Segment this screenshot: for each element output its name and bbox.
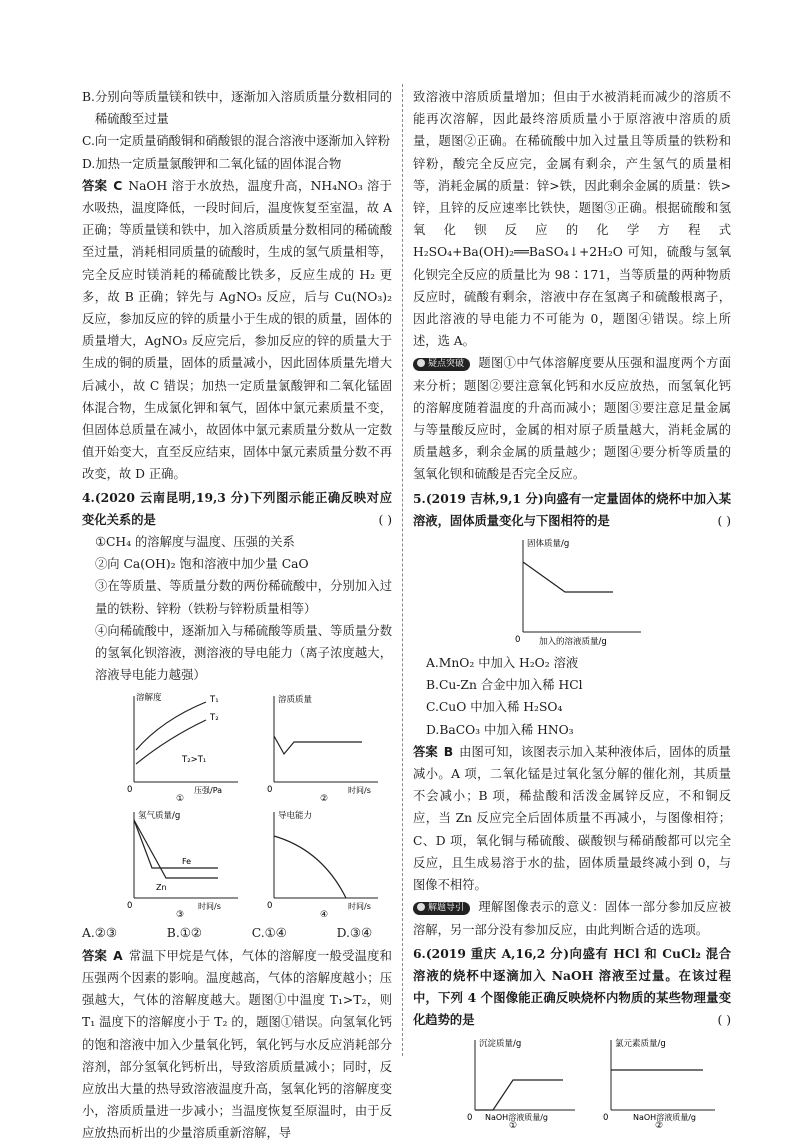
q5-graph-origin: 0 (515, 635, 521, 646)
answer-letter: B (443, 744, 454, 759)
graph-1-t2: T₂ (210, 713, 219, 724)
q4-item-2: ②向 Ca(OH)₂ 饱和溶液中加少量 CaO (95, 557, 309, 572)
q6-graph-2-ylabel: 氯元素质量/g (615, 1038, 666, 1049)
graph-4-number: ④ (320, 910, 329, 919)
q4-option-c[interactable]: C.①④ (251, 926, 287, 941)
q6-graph-1-origin: 0 (467, 1112, 473, 1123)
graph-1-t1: T₁ (210, 695, 219, 706)
q5-stem-text: 5.(2019 吉林,9,1 分)向盛有一定量固体的烧杯中加入某溶液，固体质量变化与下图相符的是 (413, 490, 731, 528)
graph-3-fe: Fe (182, 857, 192, 867)
q3-explanation: NaOH 溶于水放热，温度升高，NH₄NO₃ 溶于水吸热，温度降低，一段时间后，温度恢复至室温，故 A 正确；等质量镁和铁中，加入溶质质量分数相同的稀硫酸至过量，消耗相同质量的硫酸时，生成的氢气质量相等，完全反应时镁消耗的稀硫酸比铁多，反应生成的 H₂ 更多，故 B 正确；锌先与 AgNO₃ 反应，后与 Cu(NO₃)₂ 反应，参加反应的锌的质量小于生成的银的质量，固体的质量增大，AgNO₃ 反应完后，参加反应的锌的质量大于生成的铜的质量，固体的质量减小，因此固体质量先增大后减小，故 C 错误；加热一定质量氯酸钾和二氧化锰固体混合物，生成氯化钾和氧气，固体中氯元素质量不变，但固体总质量在减小，故固体中氯元素质量分数从一定数值开始变大，直至反应结束，固体中氯元素质量分数不再改变，故 D 正确。 (82, 178, 392, 482)
q5-option-b[interactable]: B.Cu-Zn 合金中加入稀 HCl (426, 678, 583, 693)
q5-option-c[interactable]: C.CuO 中加入稀 H₂SO₄ (426, 700, 563, 715)
q4-item-3: ③在等质量、等质量分数的两份稀硫酸中，分别加入过量的铁粉、锌粉（铁粉与锌粉质量相等） (95, 579, 392, 616)
graph-1-origin: 0 (127, 785, 133, 796)
tip-icon (417, 903, 425, 911)
q4-stem (82, 487, 392, 531)
q4-explanation-continued: 致溶液中溶质质量增加；但由于水被消耗而减少的溶质不能再次溶解，因此最终溶质质量小于原溶液中溶质的质量，题图②正确。在稀硫酸中加入过量且等质量的铁粉和锌粉，酸完全反应完，金属有剩余，产生氢气的质量相等，消耗金属的质量：锌>铁，因此剩余金属的质量：铁>锌，且锌的反应速率比铁快，题图③正确。根据硫酸和氢氧化钡反应的化学方程式 H₂SO₄+Ba(OH)₂══BaSO₄↓+2H₂O 可知，硫酸与氢氧化钡完全反应的质量比为 98∶171，当等质量的两种物质反应时，硫酸有剩余，溶液中存在氢离子和硫酸根离子，因此溶液的导电能力不可能为 0，题图④错误。综上所述，选 A。 (413, 90, 731, 349)
q5-answer-bracket: ( ) (717, 513, 731, 528)
answer-letter: C (113, 178, 123, 193)
graph-4-origin: 0 (267, 901, 273, 912)
column-divider (402, 84, 403, 1056)
graph-3-zn: Zn (156, 883, 167, 893)
q5-graph-solid-mass (509, 534, 649, 650)
tip-icon (417, 359, 425, 367)
q3-option-c: C.向一定质量硝酸铜和硝酸银的混合溶液中逐渐加入锌粉 (82, 134, 391, 149)
q4-option-a[interactable]: A.②③ (82, 926, 117, 941)
graph-3-xlabel: 时间/s (198, 902, 221, 912)
q6-answer-bracket: ( ) (717, 1013, 731, 1028)
q5-graph-container (413, 534, 731, 650)
q6-graph-2-origin: 0 (603, 1112, 609, 1123)
q5-stem (413, 488, 731, 532)
graph-4-xlabel: 时间/s (348, 902, 371, 912)
q4-item-4: ④向稀硫酸中，逐渐加入与稀硫酸等质量、等质量分数的氢氧化钡溶液，测溶液的导电能力（离子浓度越大，溶液导电能力越强） (95, 623, 392, 683)
answer-letter: A (113, 948, 123, 963)
graph-4-conductivity (262, 806, 384, 918)
graph-1-condition: T₂>T₁ (182, 755, 207, 766)
tip-2-text: 理解图像表示的意义：固体一部分参加反应被溶解，另一部分没有参加反应，由此判断合适的选项。 (413, 900, 731, 937)
graph-2-solute-mass (262, 690, 384, 802)
answer-label: 答案 (82, 178, 108, 193)
q3-option-d: D.加热一定质量氯酸钾和二氧化锰的固体混合物 (82, 156, 342, 171)
tip-tag-doubt: 疑点突破 (413, 358, 470, 371)
q5-option-a[interactable]: A.MnO₂ 中加入 H₂O₂ 溶液 (426, 656, 579, 671)
q5-graph-ylabel: 固体质量/g (527, 539, 570, 550)
q4-graphs (82, 688, 392, 920)
tip-doubt-breakthrough (413, 352, 731, 485)
graph-4-ylabel: 导电能力 (278, 811, 313, 822)
q5-explanation: 由图可知，该图表示加入某种液体后，固体的质量减小。A 项，二氧化锰是过氧化氢分解的催化剂，其质量不会减小；B 项，稀盐酸和活泼金属锌反应，不和铜反应，当 Zn 反应完全后固体质量不再减小，与图像相符；C、D 项，氧化铜与稀硫酸、碳酸钡与稀硝酸都可以完全反应，且生成易溶于水的盐，固体质量最终减小到 0，与图像不相符。 (413, 744, 731, 893)
q6-stem (413, 943, 731, 1032)
left-column (82, 86, 392, 1145)
graph-2-number: ② (320, 794, 329, 803)
q4-option-b[interactable]: B.①② (166, 926, 202, 941)
tip-1-text: 题图①中气体溶解度要从压强和温度两个方面来分析；题图②要注意氧化钙和水反应放热，而氢氧化钙的溶解度随着温度的升高而减小；题图③要注意足量金属与等量酸反应时，金属的相对原子质量越大，消耗金属的质量越多，剩余金属的质量越少；题图④要分析等质量的氢氧化钡和硫酸是否完全反应。 (413, 356, 731, 482)
right-column (413, 86, 731, 1128)
graph-1-xlabel: 压强/Pa (194, 786, 223, 796)
q6-stem-text: 6.(2019 重庆 A,16,2 分)向盛有 HCl 和 CuCl₂ 混合溶液的烧杯中逐滴加入 NaOH 溶液至过量。在该过程中，下列 4 个图像能正确反映烧杯内物质的某些物理量变化趋势的是 (413, 945, 731, 1028)
graph-2-origin: 0 (267, 785, 273, 796)
q4-explanation: 常温下甲烷是气体，气体的溶解度一般受温度和压强两个因素的影响。温度越高，气体的溶解度越小；压强越大，气体的溶解度越大。题图①中温度 T₁>T₂，则 T₁ 温度下的溶解度小于 T₂ 的，题图①错误。向氢氧化钙的饱和溶液中加入少量氧化钙，氧化钙与水反应消耗部分溶剂，部分氢氧化钙析出，导致溶质质量减小；同时，反应放出大量的热导致溶液温度升高，氢氧化钙的溶解度变小，溶质质量进一步减小；当温度恢复至原温时，由于反应放热而析出的少量溶质重新溶解，导 (82, 948, 392, 1141)
q4-options (82, 922, 392, 944)
q4-option-d[interactable]: D.③④ (336, 926, 372, 941)
tip-solution-guide (413, 896, 731, 940)
tip-tag-guide: 解题导引 (413, 902, 470, 915)
q4-item-1: ①CH₄ 的溶解度与温度、压强的关系 (95, 535, 295, 550)
q6-graph-1-number: ① (509, 1120, 518, 1128)
answer-label: 答案 (413, 744, 438, 759)
q6-graph-1-ylabel: 沉淀质量/g (479, 1038, 522, 1049)
graph-1-ylabel: 溶解度 (136, 693, 162, 704)
q6-graph-1-xlabel: NaOH溶液质量/g (485, 1112, 548, 1122)
graph-1-number: ① (176, 794, 185, 803)
q3-answer (82, 175, 392, 486)
q6-graph-2-number: ② (655, 1120, 664, 1128)
graph-3-hydrogen-mass (122, 806, 244, 918)
graph-1-solubility (122, 690, 244, 802)
graph-2-ylabel: 溶质质量 (278, 695, 313, 706)
q4-answer-bracket: ( ) (378, 512, 392, 527)
q4-answer (82, 945, 392, 1145)
q4-stem-text: 4.(2020 云南昆明,19,3 分)下列图示能正确反映对应变化关系的是 (82, 489, 392, 527)
answer-label: 答案 (82, 948, 108, 963)
graph-3-number: ③ (176, 910, 185, 919)
q3-option-b: B.分别向等质量镁和铁中，逐渐加入溶质质量分数相同的稀硫酸至过量 (82, 90, 392, 127)
q6-graph-2-xlabel: NaOH溶液质量/g (633, 1112, 696, 1122)
q5-option-d[interactable]: D.BaCO₃ 中加入稀 HNO₃ (426, 722, 574, 737)
graph-3-ylabel: 氢气质量/g (138, 811, 181, 822)
graph-3-origin: 0 (127, 901, 133, 912)
graph-2-xlabel: 时间/s (348, 786, 371, 796)
q5-graph-xlabel: 加入的溶液质量/g (539, 637, 607, 648)
q5-answer (413, 741, 731, 896)
